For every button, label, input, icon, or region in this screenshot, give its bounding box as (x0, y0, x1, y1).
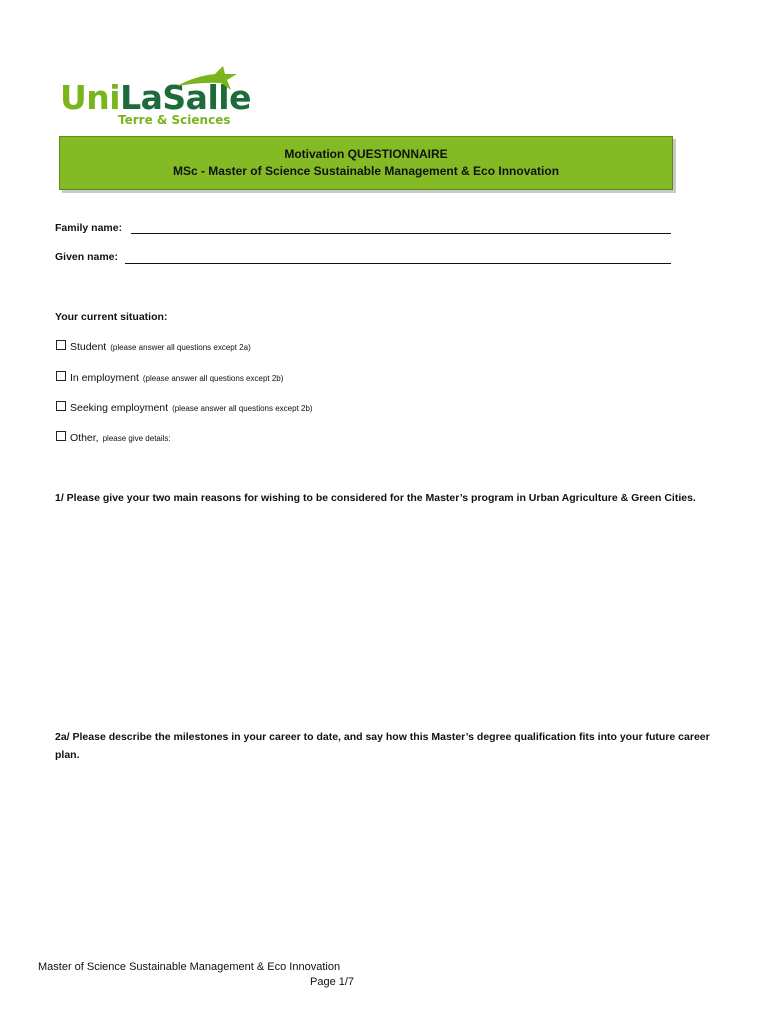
option-hint: please give details: (102, 434, 171, 443)
option-label: Seeking employment (70, 402, 169, 414)
option-other[interactable] (56, 431, 171, 444)
option-student[interactable] (56, 340, 251, 353)
program-title: MSc - Master of Science Sustainable Management & Eco Innovation (172, 164, 560, 178)
question-1: 1/ Please give your two main reasons for wishing to be considered for the Master’s program in Urban Agriculture & Green Cities. (55, 492, 696, 504)
title-banner (59, 136, 673, 190)
option-label: In employment (70, 372, 139, 384)
option-hint: (please answer all questions except 2a) (110, 343, 251, 352)
logo-star-icon (175, 64, 241, 94)
checkbox-icon[interactable] (56, 371, 66, 381)
footer-title: Master of Science Sustainable Management & Eco Innovation (38, 961, 341, 973)
option-in-employment[interactable] (56, 371, 283, 384)
given-name-field[interactable] (55, 251, 118, 263)
option-label: Student (70, 341, 107, 353)
checkbox-icon[interactable] (56, 431, 66, 441)
answer-1-area[interactable] (55, 530, 725, 710)
family-name-line[interactable] (131, 233, 671, 234)
checkbox-icon[interactable] (56, 340, 66, 350)
option-seeking-employment[interactable] (56, 401, 313, 414)
form-title: Motivation QUESTIONNAIRE (284, 147, 448, 161)
page-number: Page 1/7 (310, 976, 355, 988)
logo-wordmark: UniLaSalle (60, 78, 251, 117)
checkbox-icon[interactable] (56, 401, 66, 411)
unilasalle-logo (60, 64, 250, 130)
family-name-label: Family name: (55, 222, 123, 234)
given-name-line[interactable] (125, 263, 671, 264)
family-name-field[interactable] (55, 222, 122, 234)
logo-subtitle: Terre & Sciences (118, 113, 231, 127)
option-hint: (please answer all questions except 2b) (142, 374, 284, 383)
answer-2a-area[interactable] (55, 770, 725, 940)
question-2a: 2a/ Please describe the milestones in your career to date, and say how this Master’s degree qualification fits into your future career plan. (55, 731, 710, 761)
given-name-label: Given name: (55, 251, 119, 263)
situation-heading: Your current situation: (55, 311, 168, 323)
option-hint: (please answer all questions except 2b) (172, 404, 313, 413)
option-label: Other, (70, 432, 99, 444)
